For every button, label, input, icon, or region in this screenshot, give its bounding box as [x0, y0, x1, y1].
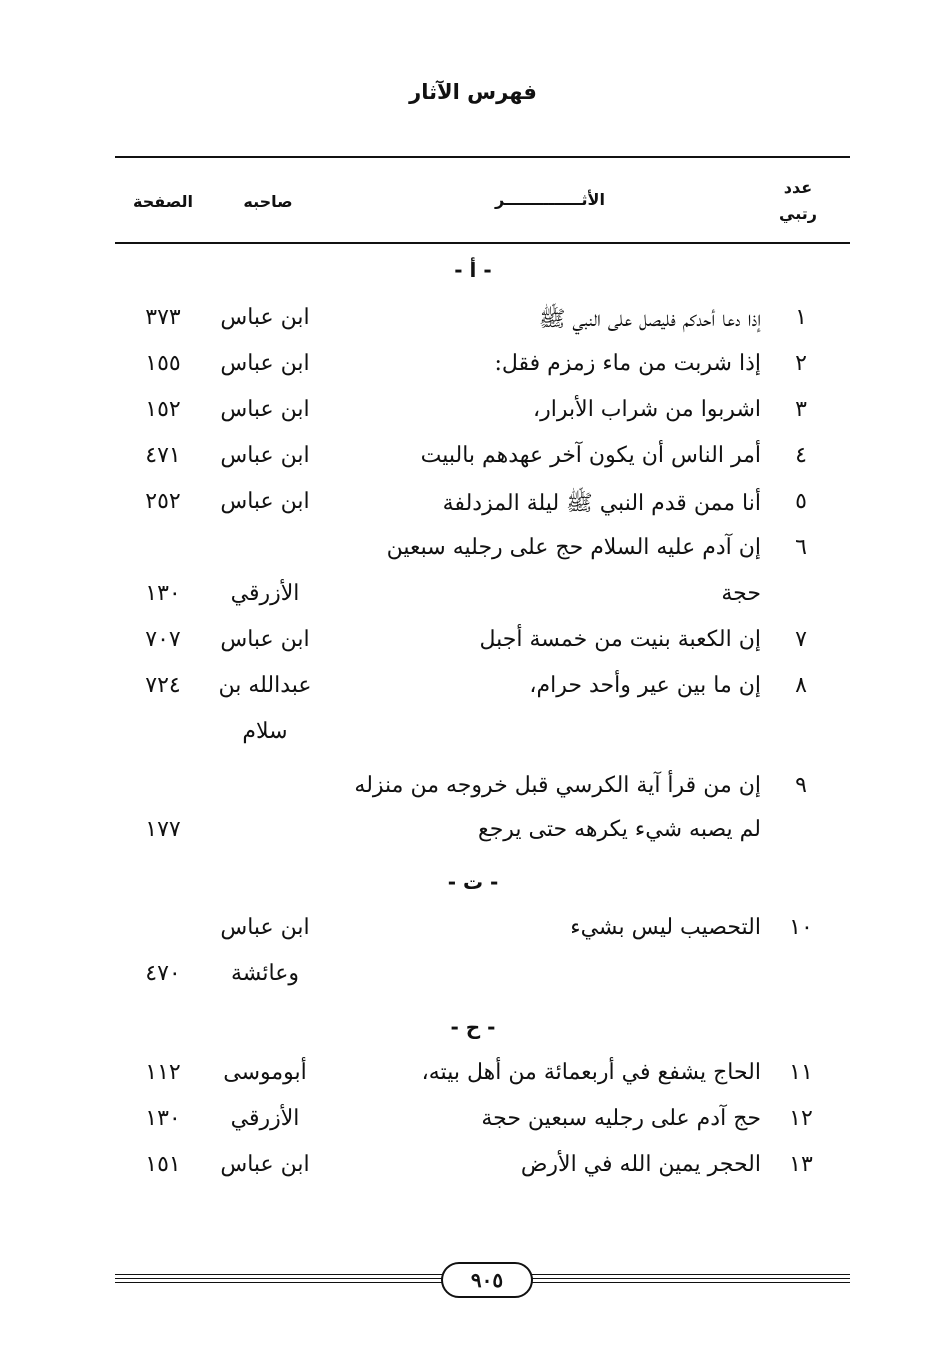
row-text: إذا دعا أحدكم فليصل على النبي ﷺ	[538, 307, 761, 332]
header-page: الصفحة	[132, 192, 193, 211]
row-number: ١٣	[789, 1152, 813, 1177]
row-page: ٢٥٢	[145, 489, 181, 514]
header-number-line2: رتبي	[779, 204, 817, 223]
row-text: أمر الناس أن يكون آخر عهدهم بالبيت	[420, 443, 761, 468]
row-owner: ابن عباس	[220, 627, 310, 652]
table-row-continuation	[0, 961, 946, 1007]
section-heading: - ت -	[447, 870, 499, 894]
row-owner: ابن عباس	[220, 305, 310, 330]
row-page: ١٣٠	[145, 581, 181, 606]
row-owner: ابن عباس	[220, 351, 310, 376]
header-number-line1: عدد	[783, 178, 813, 197]
row-page: ١٥٢	[145, 397, 181, 422]
row-owner: أبوموسى	[223, 1060, 307, 1085]
page-number: ٩٠٥	[441, 1262, 533, 1298]
row-page: ١٧٧	[145, 817, 181, 842]
header-bottom-rule	[115, 242, 850, 244]
table-row	[0, 773, 946, 819]
table-row-continuation	[0, 581, 946, 627]
header-owner: صاحبه	[243, 192, 293, 211]
table-row	[0, 535, 946, 581]
row-page: ١٣٠	[145, 1106, 181, 1131]
row-number: ٦	[795, 535, 807, 560]
row-owner-continued: وعائشة	[231, 961, 299, 986]
row-text: إن الكعبة بنيت من خمسة أجبل	[479, 627, 761, 652]
row-text: إن من قرأ آية الكرسي قبل خروجه من منزله	[354, 773, 761, 798]
row-owner: ابن عباس	[220, 489, 310, 514]
row-owner: عبدالله بن	[218, 673, 312, 698]
row-text: أنا ممن قدم النبي ﷺ ليلة المزدلفة	[442, 491, 761, 516]
row-text: إن ما بين عير وأحد حرام،	[529, 673, 761, 698]
row-owner: الأزرقي	[230, 1106, 300, 1131]
row-number: ٣	[795, 397, 807, 422]
row-page: ٧٢٤	[145, 673, 181, 698]
row-number: ١٢	[789, 1106, 813, 1131]
row-owner: ابن عباس	[220, 915, 310, 940]
row-owner: ابن عباس	[220, 1152, 310, 1177]
table-row-continuation	[0, 719, 946, 765]
page-title: فهرس الآثار	[409, 80, 537, 104]
header-athar: الأثــــــــــــــر	[495, 190, 605, 209]
row-text: إن آدم عليه السلام حج على رجليه سبعين	[386, 535, 761, 560]
row-text-continued: حجة	[721, 581, 761, 606]
row-page: ٧٠٧	[145, 627, 181, 652]
row-page: ٤٧٠	[145, 961, 181, 986]
table-row	[0, 673, 946, 719]
row-text: إذا شربت من ماء زمزم فقل:	[494, 351, 761, 376]
row-page: ١١٢	[145, 1060, 181, 1085]
row-text-continued: لم يصبه شيء يكرهه حتى يرجع	[477, 817, 761, 842]
row-text: الحاج يشفع في أربعمائة من أهل بيته،	[421, 1060, 761, 1085]
row-number: ٩	[795, 773, 807, 798]
row-number: ٥	[795, 489, 807, 514]
table-row	[0, 443, 946, 489]
table-row	[0, 1060, 946, 1106]
section-heading: - ح -	[450, 1015, 496, 1039]
table-row	[0, 397, 946, 443]
row-page: ١٥٥	[145, 351, 181, 376]
row-number: ١١	[789, 1060, 813, 1085]
row-page: ٣٧٣	[145, 305, 181, 330]
table-row	[0, 627, 946, 673]
section-heading: - أ -	[454, 258, 492, 282]
row-text: التحصيب ليس بشيء	[570, 915, 761, 940]
row-number: ٧	[795, 627, 807, 652]
table-row-continuation	[0, 817, 946, 863]
row-text: حج آدم على رجليه سبعين حجة	[481, 1106, 761, 1131]
table-row	[0, 1106, 946, 1152]
row-number: ٤	[795, 443, 807, 468]
row-owner: ابن عباس	[220, 397, 310, 422]
header-top-rule	[115, 156, 850, 158]
table-row	[0, 489, 946, 535]
table-row	[0, 915, 946, 961]
row-number: ١	[795, 305, 807, 330]
row-owner-continued: سلام	[242, 719, 288, 744]
table-row	[0, 1152, 946, 1198]
header-number	[768, 175, 828, 227]
row-text: اشربوا من شراب الأبرار،	[533, 397, 761, 422]
row-number: ٨	[795, 673, 807, 698]
row-number: ٢	[795, 351, 807, 376]
row-text: الحجر يمين الله في الأرض	[520, 1152, 761, 1177]
row-page: ١٥١	[145, 1152, 181, 1177]
row-page: ٤٧١	[145, 443, 181, 468]
row-owner: الأزرقي	[230, 581, 300, 606]
table-row	[0, 305, 946, 351]
row-owner: ابن عباس	[220, 443, 310, 468]
table-row	[0, 351, 946, 397]
row-number: ١٠	[789, 915, 813, 940]
